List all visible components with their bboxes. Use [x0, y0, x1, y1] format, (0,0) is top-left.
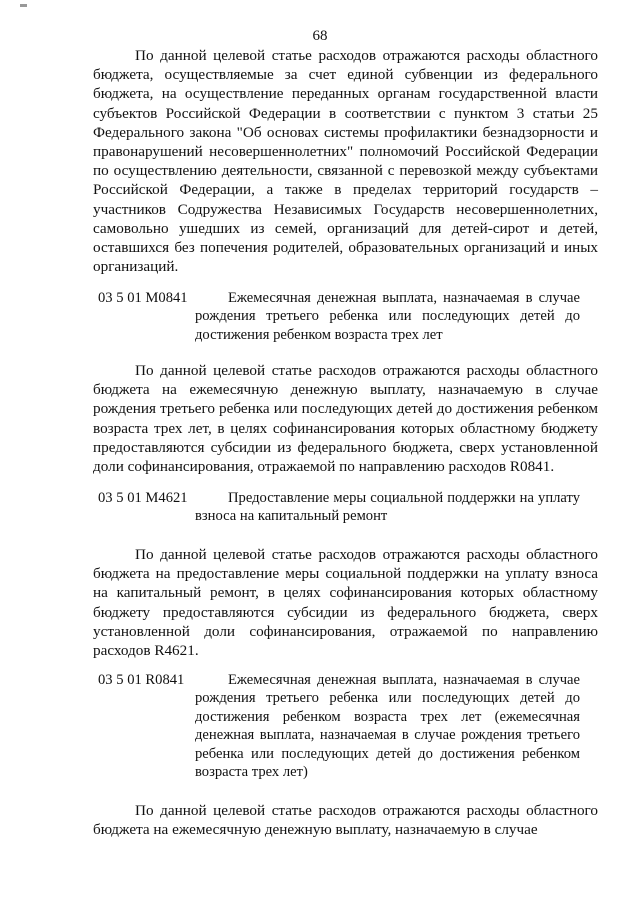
budget-code-r0841: 03 5 01 R0841 [98, 672, 185, 688]
paragraph-1: По данной целевой статье расходов отражаются расходы областного бюджета, осуществляемые за счет единой субвенции из федерального бюджета, на осуществление переданных органам государственной власти субъектов Российской Федерации в соответствии с пунктом 3 статьи 25 Федерального закона "Об основах системы профилактики безнадзорности и правонарушений несовершеннолетних" полномочий Российской Федерации по осуществлению деятельности, связанной с перевозкой между субъектами Российской Федерации, а также в пределах территорий государств – участников Содружества Независимых Государств несовершеннолетних, самовольно ушедших из семей, организаций для детей-сирот и детей, оставшихся без попечения родителей, образовательных организаций и иных организаций. [93, 47, 598, 276]
heading-title-m0841: Ежемесячная денежная выплата, назначаемая в случае рождения третьего ребенка или последующих детей до достижения ребенком возраста трех лет [195, 290, 580, 343]
paragraph-2: По данной целевой статье расходов отражаются расходы областного бюджета на ежемесячную денежную выплату, назначаемую в случае рождения третьего ребенка или последующих детей до достижения ребенком возраста трех лет, в целях софинансирования которых областному бюджету предоставляются субсидии из федерального бюджета, сверх установленной доли софинансирования, отражаемой по направлению расходов R0841. [93, 362, 598, 476]
heading-title-r0841: Ежемесячная денежная выплата, назначаемая в случае рождения третьего ребенка или последующих детей до достижения ребенком возраста трех лет (ежемесячная денежная выплата, назначаемая в случае рождения третьего ребенка или последующих детей до достижения ребенком возраста трех лет) [195, 672, 580, 781]
scan-mark [20, 4, 27, 7]
paragraph-3: По данной целевой статье расходов отражаются расходы областного бюджета на предоставление меры социальной поддержки на уплату взноса на капитальный ремонт, в целях софинансирования которых областному бюджету предоставляются субсидии из федерального бюджета, сверх установленной доли софинансирования, отражаемой по направлению расходов R4621. [93, 546, 598, 660]
budget-code-m4621: 03 5 01 M4621 [98, 490, 188, 506]
paragraph-4: По данной целевой статье расходов отражаются расходы областного бюджета на ежемесячную денежную выплату, назначаемую в случае [93, 802, 598, 839]
page-number: 68 [312, 28, 328, 44]
heading-title-m4621: Предоставление меры социальной поддержки на уплату взноса на капитальный ремонт [195, 490, 580, 525]
budget-code-m0841: 03 5 01 M0841 [98, 290, 188, 306]
